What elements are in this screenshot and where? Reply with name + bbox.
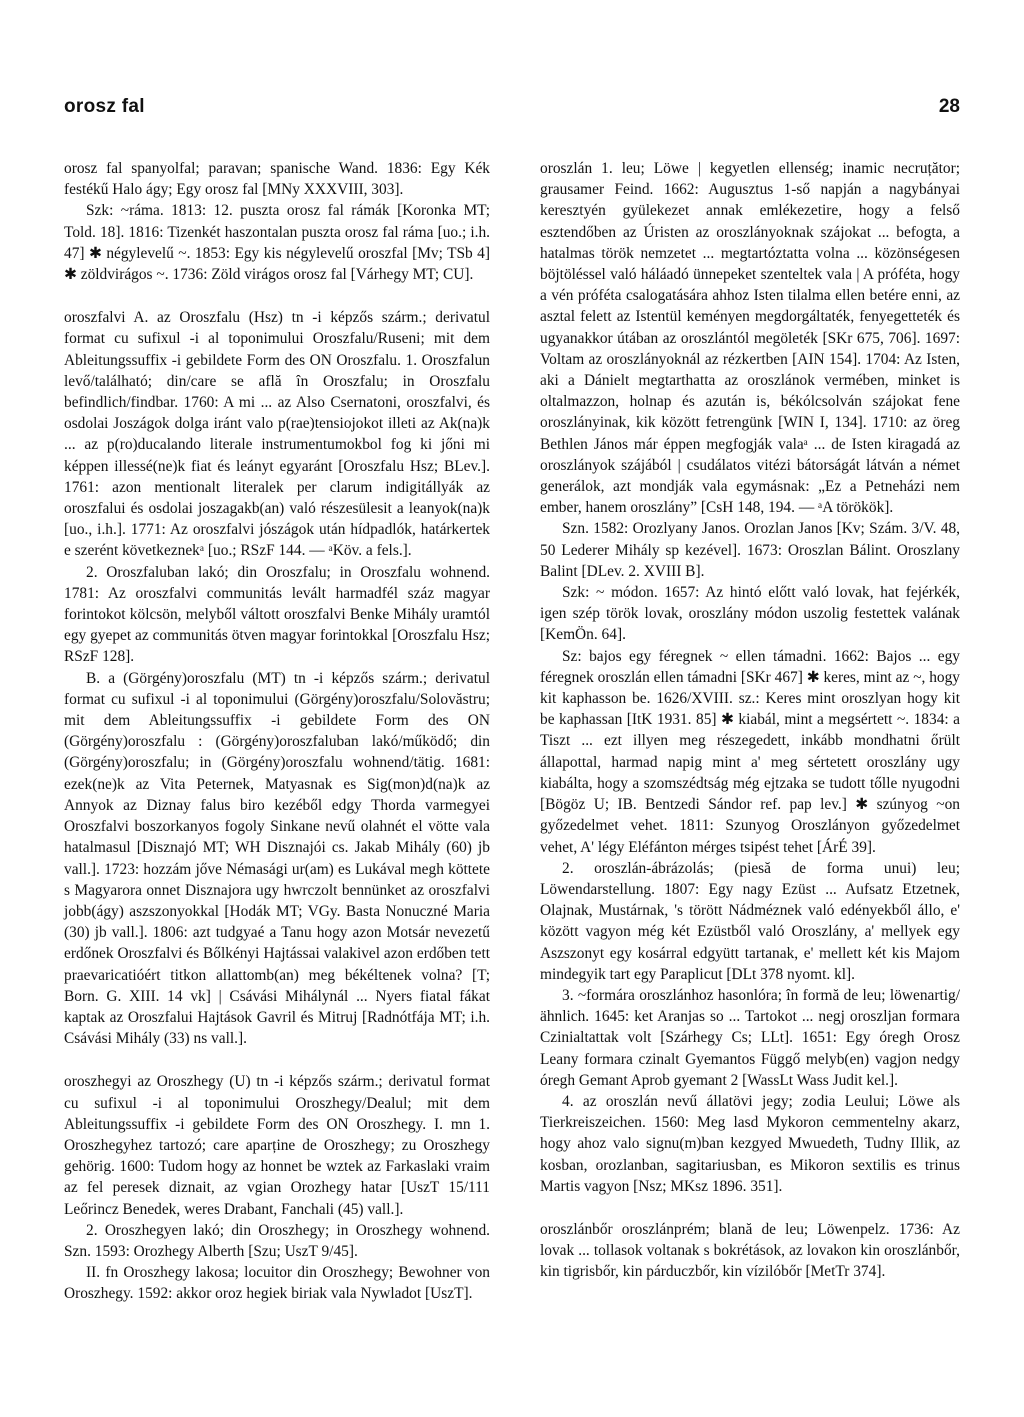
right-column (540, 158, 960, 1283)
dictionary-paragraph: Sz: bajos egy féregnek ~ ellen támadni. 1662: Bajos ... egy féregnek oroszlán ellen támadni [SKr 467] ✱ keres, mint az ~, hogy kit kaphasson be. 1626/XVIII. sz.: Keres mint oroszlyan hogy kit be kaphassan [ItK 1931. 85] ✱ kiabál, mint a megsértett ~. 1834: a Tiszt ... ezt illyen meg részegedett, inkább mondhatni őrült állapottal, harmad napig mint a' meg sértetett oroszlány ugy kiabálta, hogy a szomszédtság még ejtzaka se tudott tőlle nyugodni [Bögöz U; IB. Bentzedi Sándor ref. pap lev.] ✱ szúnyog ~on győzedelmet vehet. 1811: Szunyog Oroszlányon győzedelmet vehet, A' légy Eléfánton mérges tsipést tehet [ÁrÉ 39]. (540, 647, 960, 856)
entry-gap (64, 1049, 490, 1071)
header-headword: orosz fal (64, 96, 145, 117)
dictionary-paragraph: II. fn Oroszhegy lakosa; locuitor din Oroszhegy; Bewohner von Oroszhegy. 1592: akkor oroz hegiek biriak vala Nywladot [UszT]. (64, 1264, 490, 1303)
dictionary-paragraph: oroszlán 1. leu; Löwe | kegyetlen ellenség; inamic necruțător; grausamer Feind. 1662: Augusztus 1-ső napján a nagybányai keresztyén gyülekezet annak emlékezetire, hogy a felső esztendőben az Úristen az oroszlányoknak szájokat ... befogta, a hatalmas török nemzetet ... megtartóztatta volna ... közönségesen böjtöléssel való háláadó ünnepeket szenteltek vala | A próféta, hogy a vén próféta csalogatására ahhoz Isten tilalma ellen betére enni, az asztal felett az Istentül keményen megdorgáltaték, fenyegetteték és ugyanakkor útában az oroszlántól megöleték [SKr 675, 706]. 1697: Voltam az oroszlányoknál az rézkertben [AIN 154]. 1704: Az Isten, aki a Dánielt megtarthatta az oroszlánok vermében, minket is oltalmazzon, holnap és azután is, békólcsolván szájokat fene oroszlányinak, kik között fetrengünk [WIN I, 134]. 1710: az öreg Bethlen János már éppen megfogják valaᵃ ... de Isten kiragadá az oroszlányok szájából | csudálatos vitézi bátorságát látván a német generálok, azt mondják vala egymásnak: „Ez a Petneházi nem ember, hanem oroszlány” [CsH 148, 194. — ᵃA törökök]. (540, 160, 960, 517)
dictionary-paragraph: B. a (Görgény)oroszfalu (MT) tn -i képzős szárm.; derivatul format cu sufixul -i al toponimului (Görgény)oroszfalu/Solovăstru; mit dem Ableitungssuffix -i gebildete Form des ON (Görgény)oroszfalu : (Görgény)oroszfaluban lakó/működő; din (Görgény)oroszfalu; in (Görgény)oroszfalu wohnend/tätig. 1681: ezek(ne)k az Vita Peternek, Matyasnak es Sig(mon)d(na)k az Annyok az Diznay falus biro kezéből edgy Thorda varmegyei Oroszfalvi boszorkanyos fogoly Sinkane nevű olahnét el vötte vala hatalmasul [Disznajó MT; WH Disznajói cs. Jakab Mihály (60) jb vall.]. 1723: hozzám jőve Némasági ur(am) es Lukával megh köttete s Magyarora onnet Disznajora ugy hwrczolt bennünket az oroszfalvi jobb(ágy) aszszonyokkal [Hodák MT; VGy. Basta Nonuczné Maria (30) jb vall.]. 1806: azt tudgyaé a Tanu hogy azon Motsár nevezetű erdőnek Oroszfalvi és Bőlkényi Hajtássai valakivel azon erdőben tett praevaricatióért titkon allattomb(an) meg békéltenek volna? [T; Born. G. XIII. 14 vk] | Csávási Mihálynál ... Nyers fiatal fákat kaptak az Oroszfalui Hajtások Gavril és Mitruj [Radnótfája MT; i.h. Csávási Mihály (33) ns vall.]. (64, 669, 490, 1048)
dictionary-paragraph: Szk: ~ módon. 1657: Az hintó előtt való lovak, hat fejérkék, igen szép török lovak, oroszlány módon uszolig festettek valának [KemÖn. 64]. (540, 584, 960, 644)
running-header (64, 96, 960, 130)
dictionary-paragraph: 2. Oroszfaluban lakó; din Oroszfalu; in Oroszfalu wohnend. 1781: Az oroszfalvi communitás levált harmadfél száz magyar forintokot kölcsön, melyből váltott oroszfalvi Benke Mihály uramtól egy gyepet az communitás ötven magyar forintokkal [Oroszfalu Hsz; RSzF 128]. (64, 563, 490, 666)
dictionary-paragraph: Szk: ~ráma. 1813: 12. puszta orosz fal rámák [Koronka MT; Told. 18]. 1816: Tizenkét haszontalan puszta orosz fal ráma [uo.; i.h. 47] ✱ négylevelű ~. 1853: Egy kis négylevelű oroszfal [Mv; TSb 4] ✱ zöldvirágos ~. 1736: Zöld virágos orosz fal [Várhegy MT; CU]. (64, 202, 490, 284)
dictionary-paragraph: 4. az oroszlán nevű állatövi jegy; zodia Leului; Löwe als Tierkreiszeichen. 1560: Meg lasd Mykoron cemmentelny akarz, hogy ahoz valo signu(m)ban kezgyed Mwuedeth, Tudny Illik, az kosban, orozlanban, sagitariusban, es Mikoron sextilis es trinus Martis vagyon [Nsz; MKsz 1896. 351]. (540, 1092, 960, 1195)
entry-gap (64, 285, 490, 307)
dictionary-paragraph: 2. oroszlán-ábrázolás; (piesă de forma unui) leu; Löwendarstellung. 1807: Egy nagy Ezüst ... Aufsatz Etzetnek, Olajnak, Mustárnak, 's törött Nádméznek való edényekből állo, e' között vagyon még két Ezüstből való Oroszlány, a' mellyek egy Aszszonyt egy kosárral edgyütt tartanak, e' mellett két kis Majom mindegyik tart egy Paraplicut [DLt 378 nyomt. kl]. (540, 859, 960, 983)
dictionary-paragraph: oroszfalvi A. az Oroszfalu (Hsz) tn -i képzős szárm.; derivatul format cu sufixul -i al toponimului Oroszfalu/Ruseni; mit dem Ableitungssuffix -i gebildete Form des ON Oroszfalu. 1. Oroszfalun levő/található; din/care se află în Oroszfalu; in Oroszfalu befindlich/findbar. 1760: A mi ... az Also Csernatoni, oroszfalvi, és osdolai Joszágok dolga iránt valo p(rae)tensiojokot illeti az Ak(na)k ... az p(ro)ducalando literale instrumentumokbol fog ki jőni mi képpen illessé(ne)k fiat és leányt egyaránt [Oroszfalu Hsz; BLev.]. 1761: azon mentionalt literalek per clarum indigitállyák az oroszfalui és osdolai joszagakb(an) való részesülesit a leanyok(na)k [uo., i.h.]. 1771: Az oroszfalvi jószágok után hídpadlók, határkertek e szerént következnekᵃ [uo.; RSzF 144. — ᵃKöv. a fels.]. (64, 309, 490, 560)
entry-gap (540, 1197, 960, 1219)
dictionary-paragraph: 3. ~formára oroszlánhoz hasonlóra; în formă de leu; löwenartig/ähnlich. 1645: ket Aranjas so ... Tartokot ... negj oroszljan formara Czinialtattak volt [Szárhegy Cs; LLt]. 1651: Egy óregh Orosz Leany formara czinalt Gyemantos Függő melyb(en) vagjon nedgy óregh Gemant Aprob gyemant 2 [WassLt Wass Judit kel.]. (540, 986, 960, 1089)
dictionary-paragraph: 2. Oroszhegyen lakó; din Oroszhegy; in Oroszhegy wohnend. Szn. 1593: Orozhegy Alberth [Szu; UszT 9/45]. (64, 1221, 490, 1260)
left-column (64, 158, 490, 1305)
page-number: 28 (938, 96, 960, 117)
dictionary-paragraph: oroszlánbőr oroszlánprém; blană de leu; Löwenpelz. 1736: Az lovak ... tollasok voltanak s bokrétások, az lovakon kin oroszlánbőr, kin tigrisbőr, kin párduczbőr, kin vízilóbőr [MetTr 374]. (540, 1220, 960, 1281)
dictionary-paragraph: oroszhegyi az Oroszhegy (U) tn -i képzős szárm.; derivatul format cu sufixul -i al toponimului Oroszhegy/Dealul; mit dem Ableitungssuffix -i gebildete Form des ON Oroszhegy. I. mn 1. Oroszhegyhez tartozó; care aparține de Oroszhegy; zu Oroszhegy gehörig. 1600: Tudom hogy az honnet be wztek az Farkaslaki vraim az fel peresek diznait, az vgian Orozhegy hatar [UszT 15/111 Leőrincz Benedek, weres Drabant, Fanchali (45) vall.]. (64, 1073, 490, 1218)
dictionary-paragraph: orosz fal spanyolfal; paravan; spanische Wand. 1836: Egy Kék festékű Halo ágy; Egy orosz fal [MNy XXXVIII, 303]. (64, 160, 490, 199)
dictionary-paragraph: Szn. 1582: Orozlyany Janos. Orozlan Janos [Kv; Szám. 3/V. 48, 50 Lederer Mihály sp kezével]. 1673: Oroszlan Bálint. Oroszlany Balint [DLev. 2. XVIII B]. (540, 520, 960, 580)
